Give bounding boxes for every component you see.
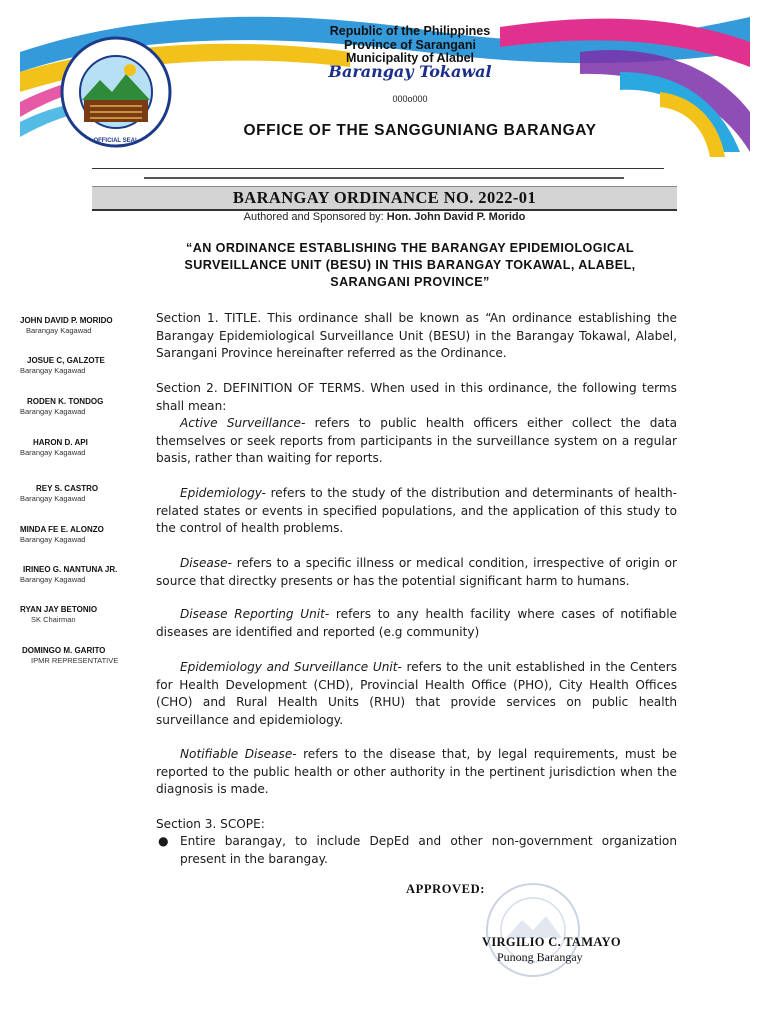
member-name: IRINEO G. NANTUNA JR. (23, 565, 118, 574)
header-divider (92, 168, 664, 169)
signatory-position: Punong Barangay (497, 950, 583, 964)
member-entry (20, 356, 150, 376)
member-entry (20, 316, 150, 336)
definition-term: Epidemiology and Surveillance Unit- (180, 660, 402, 674)
seal-watermark (478, 880, 588, 980)
member-position: IPMR REPRESENTATIVE (31, 656, 119, 665)
definition-item (156, 485, 677, 538)
header-ornament: 000o000 (392, 94, 428, 104)
member-position: Barangay Kagawad (20, 535, 86, 544)
republic-line: Republic of the Philippines (329, 24, 491, 38)
definition-text: refers to public health officers either collect the data themselves or seek reports from participants in the surveillance system on a regular basis, rather than waiting for reports. (156, 416, 677, 466)
municipality-line: Municipality of Alabel (345, 51, 475, 65)
member-name: JOHN DAVID P. MORIDO (20, 316, 113, 325)
header-divider-thick (144, 177, 624, 179)
authored-name: Hon. John David P. Morido (386, 211, 526, 223)
office-title: OFFICE OF THE SANGGUNIANG BARANGAY (243, 122, 597, 139)
definition-term: Disease Reporting Unit- (180, 607, 330, 621)
section-3-heading: Section 3. SCOPE: (156, 817, 265, 831)
authored-label: Authored and Sponsored by: (243, 211, 384, 223)
member-name: HARON D. API (33, 438, 88, 447)
definition-text: refers to the study of the distribution and determinants of health-related states or events in specified populations, and the application of this study to the control of health problems. (156, 486, 677, 536)
section-1-text: This ordinance shall be known as “An ordinance establishing the Barangay Epidemiological Surveillance Unit (BESU) in the Barangay Tokawal, Alabel, Sarangani Province hereinafter referred as the Ordinance. (156, 311, 677, 361)
member-position: Barangay Kagawad (20, 494, 86, 503)
member-position: Barangay Kagawad (20, 448, 86, 457)
section-2 (156, 380, 677, 415)
member-name: RODEN K. TONDOG (27, 397, 104, 406)
title-line-3: SARANGANI PROVINCE” (330, 275, 490, 289)
province-line: Province of Sarangani (344, 38, 476, 52)
definition-text: refers to any health facility where cases of notifiable diseases are identified and reported (e.g community) (156, 607, 677, 639)
definition-term: Notifiable Disease- (180, 747, 297, 761)
section-1-heading: Section 1. TITLE. (156, 311, 262, 325)
definition-term: Active Surveillance- (180, 416, 306, 430)
definition-item (156, 746, 677, 799)
section-2-heading: Section 2. DEFINITION OF TERMS. (156, 381, 365, 395)
title-line-1: “AN ORDINANCE ESTABLISHING THE BARANGAY EPIDEMIOLOGICAL (186, 241, 634, 255)
title-line-2: SURVEILLANCE UNIT (BESU) IN THIS BARANGAY TOKAWAL, ALABEL, (184, 258, 636, 272)
authored-by (92, 211, 677, 223)
member-entry (20, 397, 150, 417)
ordinance-number: BARANGAY ORDINANCE NO. 2022-01 (92, 186, 677, 211)
bullet-icon: ● (158, 834, 169, 848)
member-entry (20, 438, 150, 458)
member-name: JOSUE C, GALZOTE (27, 356, 105, 365)
member-position: Barangay Kagawad (20, 407, 86, 416)
definition-item (156, 606, 677, 641)
member-entry (20, 646, 150, 666)
member-name: MINDA FE E. ALONZO (20, 525, 104, 534)
approved-label: APPROVED: (406, 882, 486, 896)
member-entry (20, 525, 150, 545)
definition-text: refers to the disease that, by legal requirements, must be reported to the public health or other authority in the pertinent jurisdiction when the diagnosis is made. (156, 747, 677, 797)
definition-item (156, 555, 677, 590)
definition-term: Disease- (180, 556, 232, 570)
definition-term: Epidemiology- (180, 486, 266, 500)
definition-text: refers to the unit established in the Centers for Health Development (CHD), Provincial Health Office (PHO), City Health Offices (CHO) and Rural Health Units (RHU) that provide services on public health surveillance and epidemiology. (156, 660, 677, 727)
signatory-name: VIRGILIO C. TAMAYO (482, 935, 621, 949)
member-entry (20, 605, 150, 625)
barangay-name: Barangay Tokawal (328, 62, 492, 81)
ordinance-title (140, 240, 680, 291)
member-name: RYAN JAY BETONIO (20, 605, 98, 614)
member-name: DOMINGO M. GARITO (22, 646, 106, 655)
member-entry (20, 484, 150, 504)
scope-text: Entire barangay, to include DepEd and other non-government organization present in the barangay. (180, 834, 677, 866)
definition-item (156, 415, 677, 468)
member-name: REY S. CASTRO (36, 484, 99, 493)
member-entry (20, 565, 150, 585)
member-position: Barangay Kagawad (26, 326, 92, 335)
svg-text:• OFFICIAL SEAL •: • OFFICIAL SEAL • (89, 138, 143, 144)
member-position: SK Chairman (31, 615, 76, 624)
definition-text: refers to a specific illness or medical condition, irrespective of origin or source that directky presents or has the potential significant harm to humans. (156, 556, 677, 588)
section-2-text: When used in this ordinance, the following terms shall mean: (156, 381, 677, 413)
section-1 (156, 310, 677, 363)
member-position: Barangay Kagawad (20, 366, 86, 375)
definition-item (156, 659, 677, 729)
scope-bullet (156, 833, 677, 869)
member-position: Barangay Kagawad (20, 575, 86, 584)
